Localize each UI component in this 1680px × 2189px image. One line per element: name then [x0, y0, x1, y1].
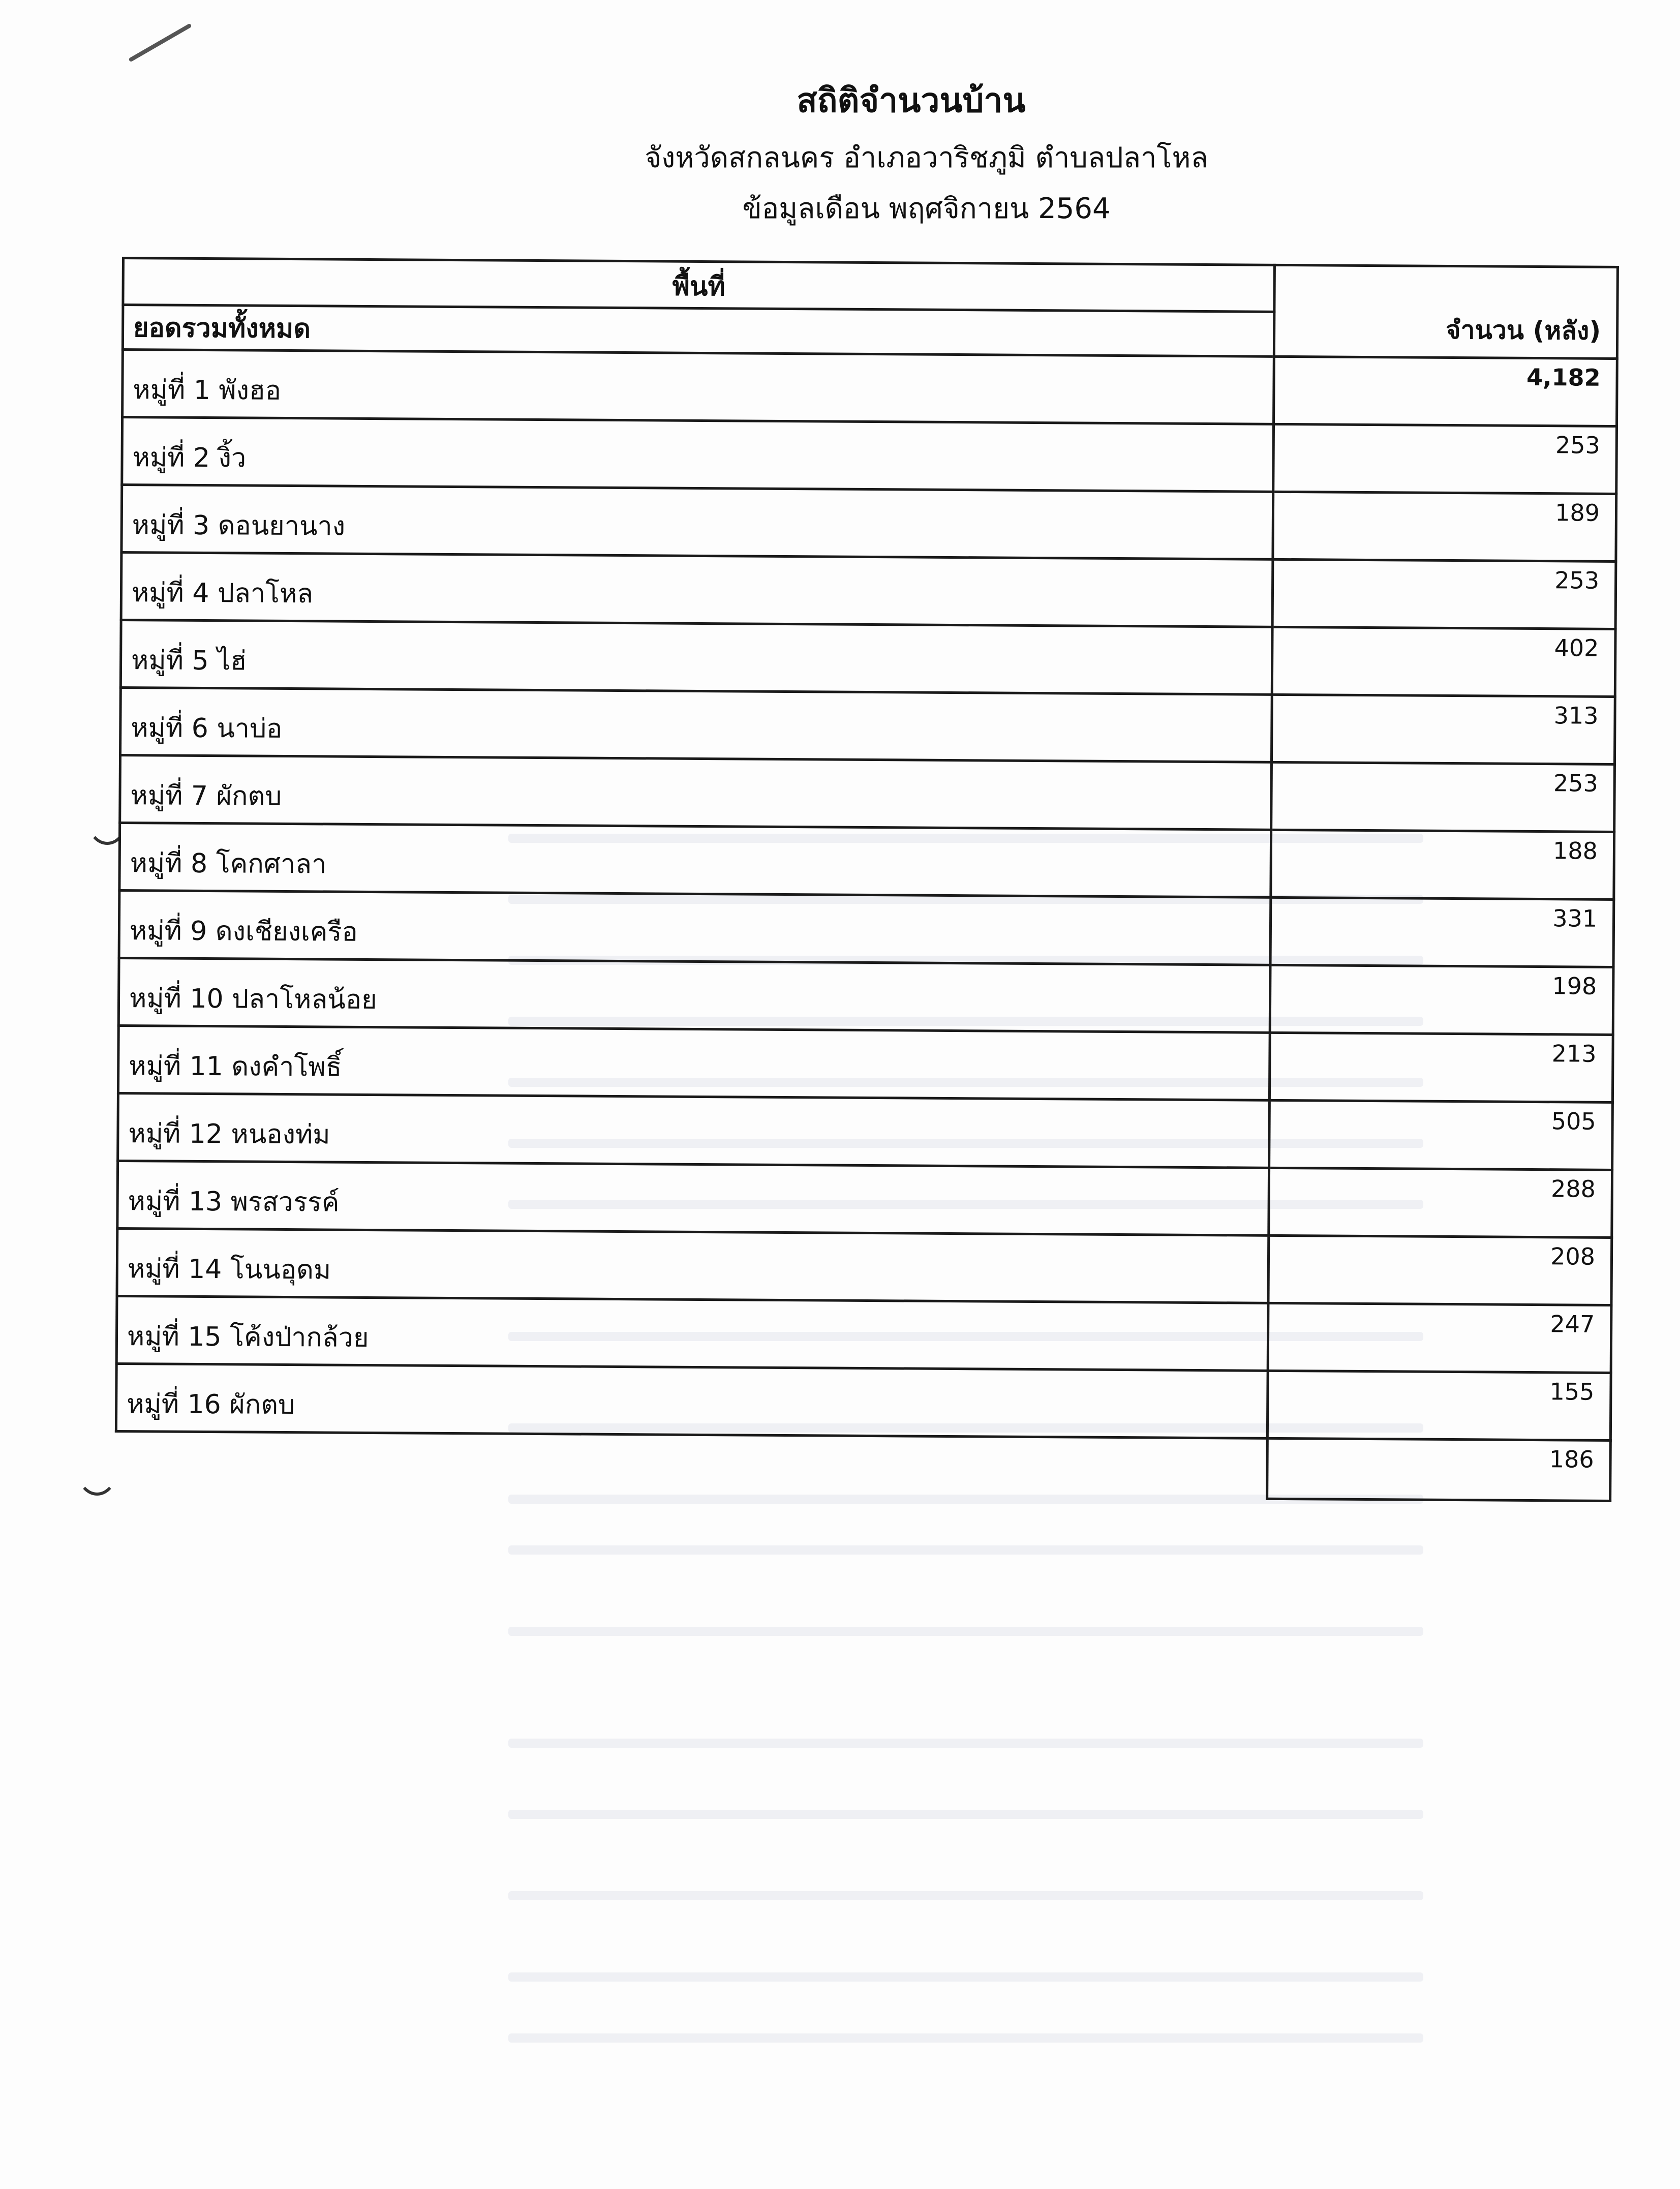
village-name: หมู่ที่ 8 โคกศาลา — [119, 823, 1271, 897]
village-name: หมู่ที่ 13 พรสวรรค์ — [117, 1161, 1269, 1235]
table-row — [116, 1296, 1611, 1373]
document-subtitle: จังหวัดสกลนคร อำเภอวาริชภูมิ ตำบลปลาโหล — [645, 141, 1208, 174]
table-row — [121, 553, 1616, 629]
document-date-line: ข้อมูลเดือน พฤศจิกายน 2564 — [742, 192, 1111, 225]
village-name: หมู่ที่ 15 โค้งป่ากล้วย — [116, 1296, 1268, 1371]
bleed-through-line — [508, 1627, 1423, 1636]
table-row — [120, 620, 1615, 697]
house-count: 155 — [1267, 1371, 1611, 1440]
table-row — [116, 1363, 1611, 1440]
bleed-through-line — [508, 2033, 1423, 2043]
house-count: 189 — [1273, 492, 1616, 561]
table-row — [117, 1161, 1612, 1237]
table-row — [122, 417, 1617, 494]
house-count: 213 — [1269, 1032, 1613, 1102]
house-count: 188 — [1271, 830, 1614, 899]
table-body — [116, 350, 1617, 1501]
table-row — [120, 687, 1615, 764]
village-name: หมู่ที่ 2 งิ้ว — [122, 417, 1274, 492]
table-row — [121, 485, 1616, 562]
village-name: หมู่ที่ 12 หนองท่ม — [118, 1093, 1270, 1168]
village-name: หมู่ที่ 4 ปลาโหล — [121, 553, 1273, 627]
house-count: 186 — [1267, 1438, 1611, 1501]
table-row — [120, 755, 1615, 832]
header-count: จำนวน (หลัง) — [1274, 265, 1617, 358]
village-name: หมู่ที่ 7 ผักตบ — [120, 755, 1272, 830]
total-count: 4,182 — [1274, 356, 1617, 426]
empty-cell — [116, 1431, 1268, 1499]
house-count: 402 — [1272, 627, 1615, 696]
bleed-through-line — [508, 1739, 1423, 1748]
document-title: สถิติจำนวนบ้าน — [797, 81, 1026, 120]
house-count: 313 — [1271, 694, 1615, 764]
table-row-trailing — [116, 1431, 1611, 1501]
house-count: 198 — [1270, 965, 1613, 1035]
house-count: 208 — [1268, 1235, 1612, 1305]
bleed-through-line — [508, 1810, 1423, 1819]
village-name: หมู่ที่ 14 โนนอุดม — [117, 1228, 1269, 1303]
house-statistics-table — [114, 257, 1601, 1502]
total-label: ยอดรวมทั้งหมด — [123, 305, 1274, 357]
house-count: 331 — [1270, 897, 1614, 967]
village-name: หมู่ที่ 3 ดอนยานาง — [121, 485, 1273, 560]
village-name: หมู่ที่ 6 นาบ่อ — [120, 687, 1272, 762]
table-row — [119, 823, 1614, 899]
table-row — [117, 1228, 1612, 1305]
house-count: 247 — [1268, 1303, 1611, 1373]
table-row — [118, 1093, 1613, 1170]
village-name: หมู่ที่ 10 ปลาโหลน้อย — [118, 958, 1270, 1032]
table-header-row — [123, 258, 1618, 314]
house-count: 253 — [1272, 559, 1616, 629]
table-row — [119, 890, 1614, 967]
binder-hole-mark — [76, 1444, 118, 1496]
house-count: 253 — [1273, 424, 1617, 494]
village-name: หมู่ที่ 9 ดงเชียงเครือ — [119, 890, 1271, 965]
pen-mark — [128, 23, 192, 63]
bleed-through-line — [508, 1891, 1423, 1900]
house-count: 253 — [1271, 762, 1615, 832]
village-name: หมู่ที่ 16 ผักตบ — [116, 1363, 1268, 1438]
house-count: 288 — [1269, 1168, 1612, 1237]
village-name: หมู่ที่ 1 พังฮอ — [123, 350, 1274, 424]
village-name: หมู่ที่ 5 ไฮ่ — [120, 620, 1272, 695]
bleed-through-line — [508, 1972, 1423, 1982]
header-area: พื้นที่ — [123, 258, 1275, 312]
table-row — [123, 350, 1617, 427]
house-count: 505 — [1269, 1100, 1613, 1170]
village-name: หมู่ที่ 11 ดงคำโพธิ์ — [118, 1025, 1270, 1100]
table-row — [118, 958, 1613, 1035]
bleed-through-line — [508, 1545, 1423, 1555]
table-row — [118, 1025, 1613, 1102]
